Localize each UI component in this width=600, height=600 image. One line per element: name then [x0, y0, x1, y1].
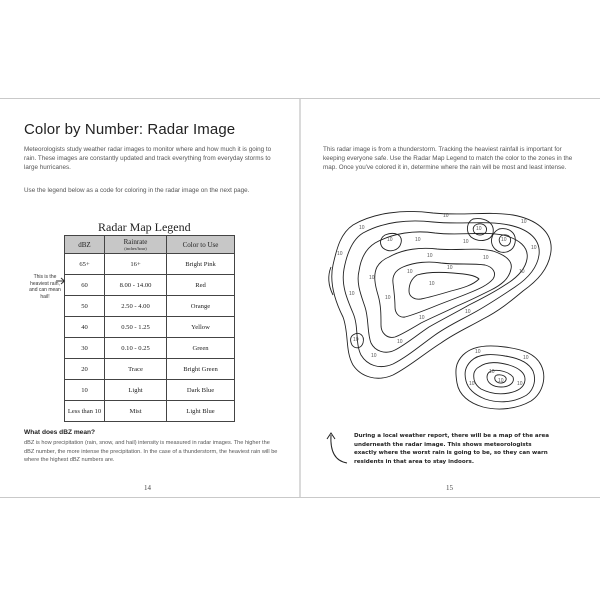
table-row [65, 401, 235, 422]
map-label: 10 [447, 265, 453, 271]
map-label: 10 [397, 339, 403, 345]
color-cell: Green [167, 338, 235, 359]
dbz-cell: Less than 10 [65, 401, 105, 422]
color-cell: Yellow [167, 317, 235, 338]
legend-header-row [65, 236, 235, 254]
radar-legend-table [64, 235, 235, 422]
header-rainrate [105, 236, 167, 254]
map-label: 10 [517, 381, 523, 387]
page-number: 14 [144, 484, 151, 492]
map-label: 10 [369, 275, 375, 281]
header-rainrate-label: Rainrate [123, 237, 148, 246]
map-label: 10 [469, 381, 475, 387]
curved-arrow-icon [325, 429, 351, 467]
map-label: 10 [371, 353, 377, 359]
rainrate-cell: Light [105, 380, 167, 401]
map-label: 10 [353, 337, 359, 343]
map-label: 10 [427, 253, 433, 259]
arrow-right-icon [56, 277, 66, 285]
map-label: 10 [476, 226, 482, 232]
map-label: 10 [387, 237, 393, 243]
map-label: 10 [501, 237, 507, 243]
radar-map-image [323, 207, 563, 417]
question-body: dBZ is how precipitation (rain, snow, and hail) intensity is measured in radar images. The higher the dBZ number, the more intense the precipitation. In the case of a thunderstorm, the heaviest rain will be where the highest dBZ numbers are. [24, 440, 278, 464]
rainrate-cell: Trace [105, 359, 167, 380]
legend-title: Radar Map Legend [98, 220, 191, 234]
left-page [0, 99, 299, 497]
map-label: 10 [415, 237, 421, 243]
table-row [65, 359, 235, 380]
dbz-cell: 40 [65, 317, 105, 338]
dbz-cell: 30 [65, 338, 105, 359]
dbz-cell: 20 [65, 359, 105, 380]
map-label: 10 [531, 245, 537, 251]
question-heading: What does dBZ mean? [24, 429, 96, 436]
header-dbz: dBZ [65, 236, 105, 254]
header-rainrate-unit: (inches/hour) [124, 245, 147, 251]
map-label: 10 [337, 251, 343, 257]
rainrate-cell: 8.00 - 14.00 [105, 275, 167, 296]
table-row [65, 380, 235, 401]
intro-paragraph: This radar image is from a thunderstorm. Tracking the heaviest rainfall is important for keeping everyone safe. Use the Radar Map Legend to match the color to the zones in the map. Once you've colored it in, determine where the rain will be most and least intense. [323, 146, 573, 172]
dbz-cell: 60 [65, 275, 105, 296]
color-cell: Orange [167, 296, 235, 317]
map-label: 10 [465, 309, 471, 315]
map-label: 10 [521, 219, 527, 225]
map-label: 10 [489, 369, 495, 375]
rainrate-cell: Mist [105, 401, 167, 422]
map-label: 10 [419, 315, 425, 321]
rainrate-cell: 2.50 - 4.00 [105, 296, 167, 317]
instruction-paragraph: Use the legend below as a code for coloring in the radar image on the next page. [24, 187, 250, 194]
page-title: Color by Number: Radar Image [24, 121, 236, 138]
map-label: 10 [523, 355, 529, 361]
color-cell: Red [167, 275, 235, 296]
map-label: 10 [519, 269, 525, 275]
table-row [65, 338, 235, 359]
table-row [65, 296, 235, 317]
color-cell: Bright Green [167, 359, 235, 380]
heaviest-rain-callout: This is the heaviest rain, and can mean hail! [29, 274, 61, 300]
map-label: 10 [385, 295, 391, 301]
rainrate-cell: 16+ [105, 254, 167, 275]
header-color: Color to Use [167, 236, 235, 254]
dbz-cell: 65+ [65, 254, 105, 275]
map-label: 10 [443, 213, 449, 219]
right-page [301, 99, 600, 497]
map-label: 10 [463, 239, 469, 245]
rainrate-cell: 0.10 - 0.25 [105, 338, 167, 359]
map-label: 10 [498, 378, 504, 384]
weather-report-note: During a local weather report, there will be a map of the area underneath the radar image. This shows meteorologists exactly where the worst rain is going to be, so they can warn residents in that area to stay indoors. [354, 433, 550, 465]
color-cell: Dark Blue [167, 380, 235, 401]
map-label: 10 [475, 349, 481, 355]
table-row [65, 317, 235, 338]
dbz-cell: 10 [65, 380, 105, 401]
color-cell: Light Blue [167, 401, 235, 422]
map-label: 10 [483, 255, 489, 261]
color-cell: Bright Pink [167, 254, 235, 275]
map-label: 10 [349, 291, 355, 297]
map-label: 10 [429, 281, 435, 287]
rainrate-cell: 0.50 - 1.25 [105, 317, 167, 338]
map-label: 10 [407, 269, 413, 275]
table-row [65, 254, 235, 275]
page-number: 15 [446, 484, 453, 492]
book-spread [0, 98, 600, 498]
intro-paragraph: Meteorologists study weather radar images to monitor where and how much it is going to rain. These images are constantly updated and track everything from everyday storms to large hurricanes. [24, 146, 272, 172]
table-row [65, 275, 235, 296]
dbz-cell: 50 [65, 296, 105, 317]
map-label: 10 [359, 225, 365, 231]
